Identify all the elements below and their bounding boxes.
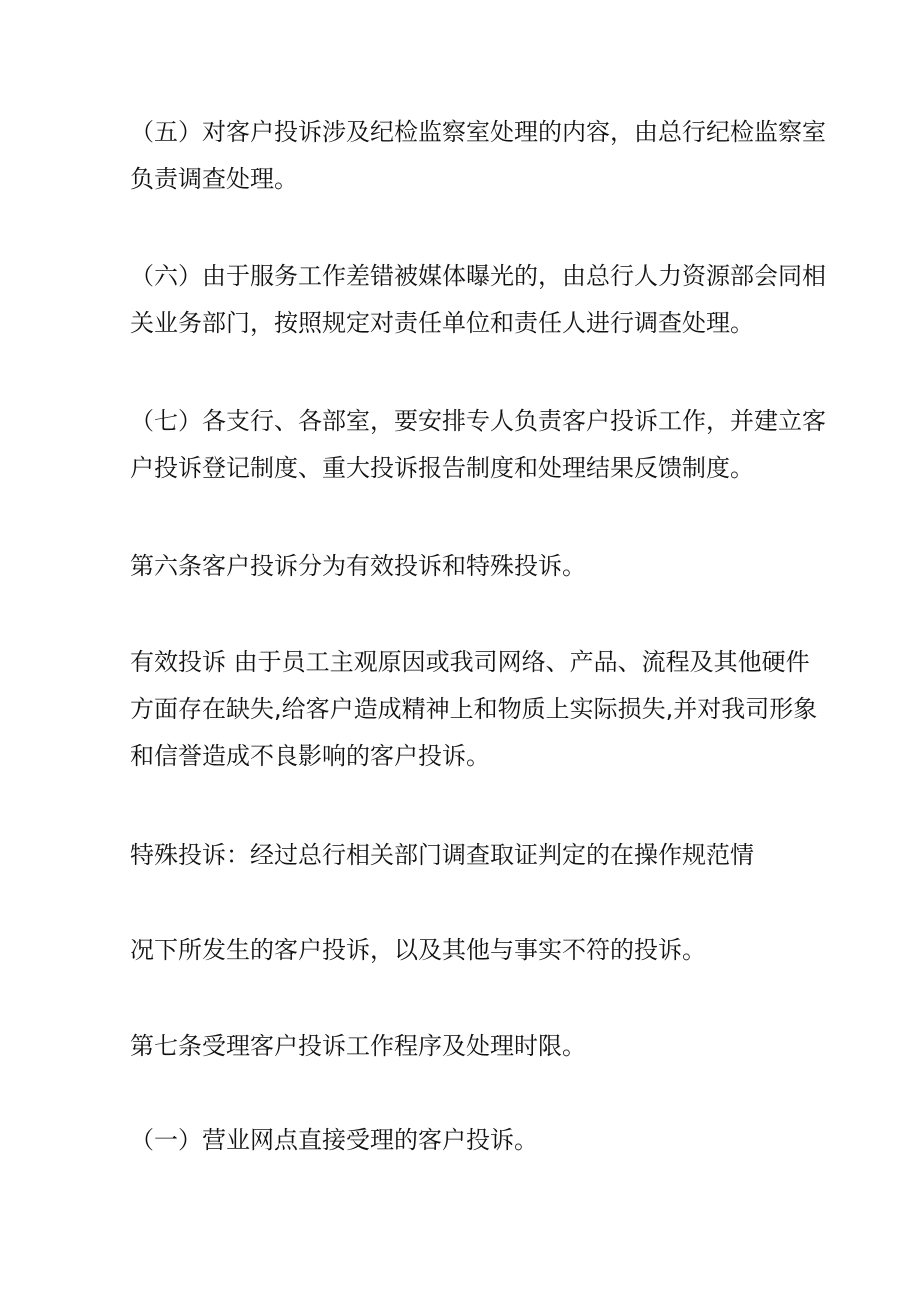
paragraph-line: （一）营业网点直接受理的客户投诉。: [130, 1126, 538, 1154]
paragraph-line: 关业务部门，按照规定对责任单位和责任人进行调查处理。: [130, 309, 754, 337]
paragraph-line: （五）对客户投诉涉及纪检监察室处理的内容，由总行纪检监察室: [130, 118, 826, 146]
paragraph-line: 特殊投诉：经过总行相关部门调查取证判定的在操作规范情: [130, 841, 754, 869]
paragraph-special-complaint-continued: [130, 927, 800, 974]
paragraph-line: 第六条客户投诉分为有效投诉和特殊投诉。: [130, 552, 586, 580]
paragraph-line: （七）各支行、各部室，要安排专人负责客户投诉工作，并建立客: [130, 407, 826, 435]
paragraph-line: 和信誉造成不良影响的客户投诉。: [130, 742, 490, 770]
paragraph-article-7: [130, 1023, 800, 1070]
paragraph-item-1: [130, 1117, 800, 1164]
paragraph-line: 负责调查处理。: [130, 165, 298, 193]
paragraph-special-complaint: [130, 832, 800, 879]
paragraph-line: （六）由于服务工作差错被媒体曝光的，由总行人力资源部会同相: [130, 262, 826, 290]
paragraph-clause-5: [130, 109, 826, 203]
paragraph-clause-7: [130, 398, 826, 492]
paragraph-line: 方面存在缺失,给客户造成精神上和物质上实际损失,并对我司形象: [130, 695, 818, 723]
paragraph-article-6: [130, 543, 800, 590]
paragraph-clause-6: [130, 253, 826, 347]
paragraph-line: 第七条受理客户投诉工作程序及处理时限。: [130, 1032, 586, 1060]
paragraph-valid-complaint: [130, 639, 818, 780]
paragraph-line: 有效投诉 由于员工主观原因或我司网络、产品、流程及其他硬件: [130, 648, 810, 676]
paragraph-line: 况下所发生的客户投诉，以及其他与事实不符的投诉。: [130, 936, 706, 964]
paragraph-line: 户投诉登记制度、重大投诉报告制度和处理结果反馈制度。: [130, 454, 754, 482]
